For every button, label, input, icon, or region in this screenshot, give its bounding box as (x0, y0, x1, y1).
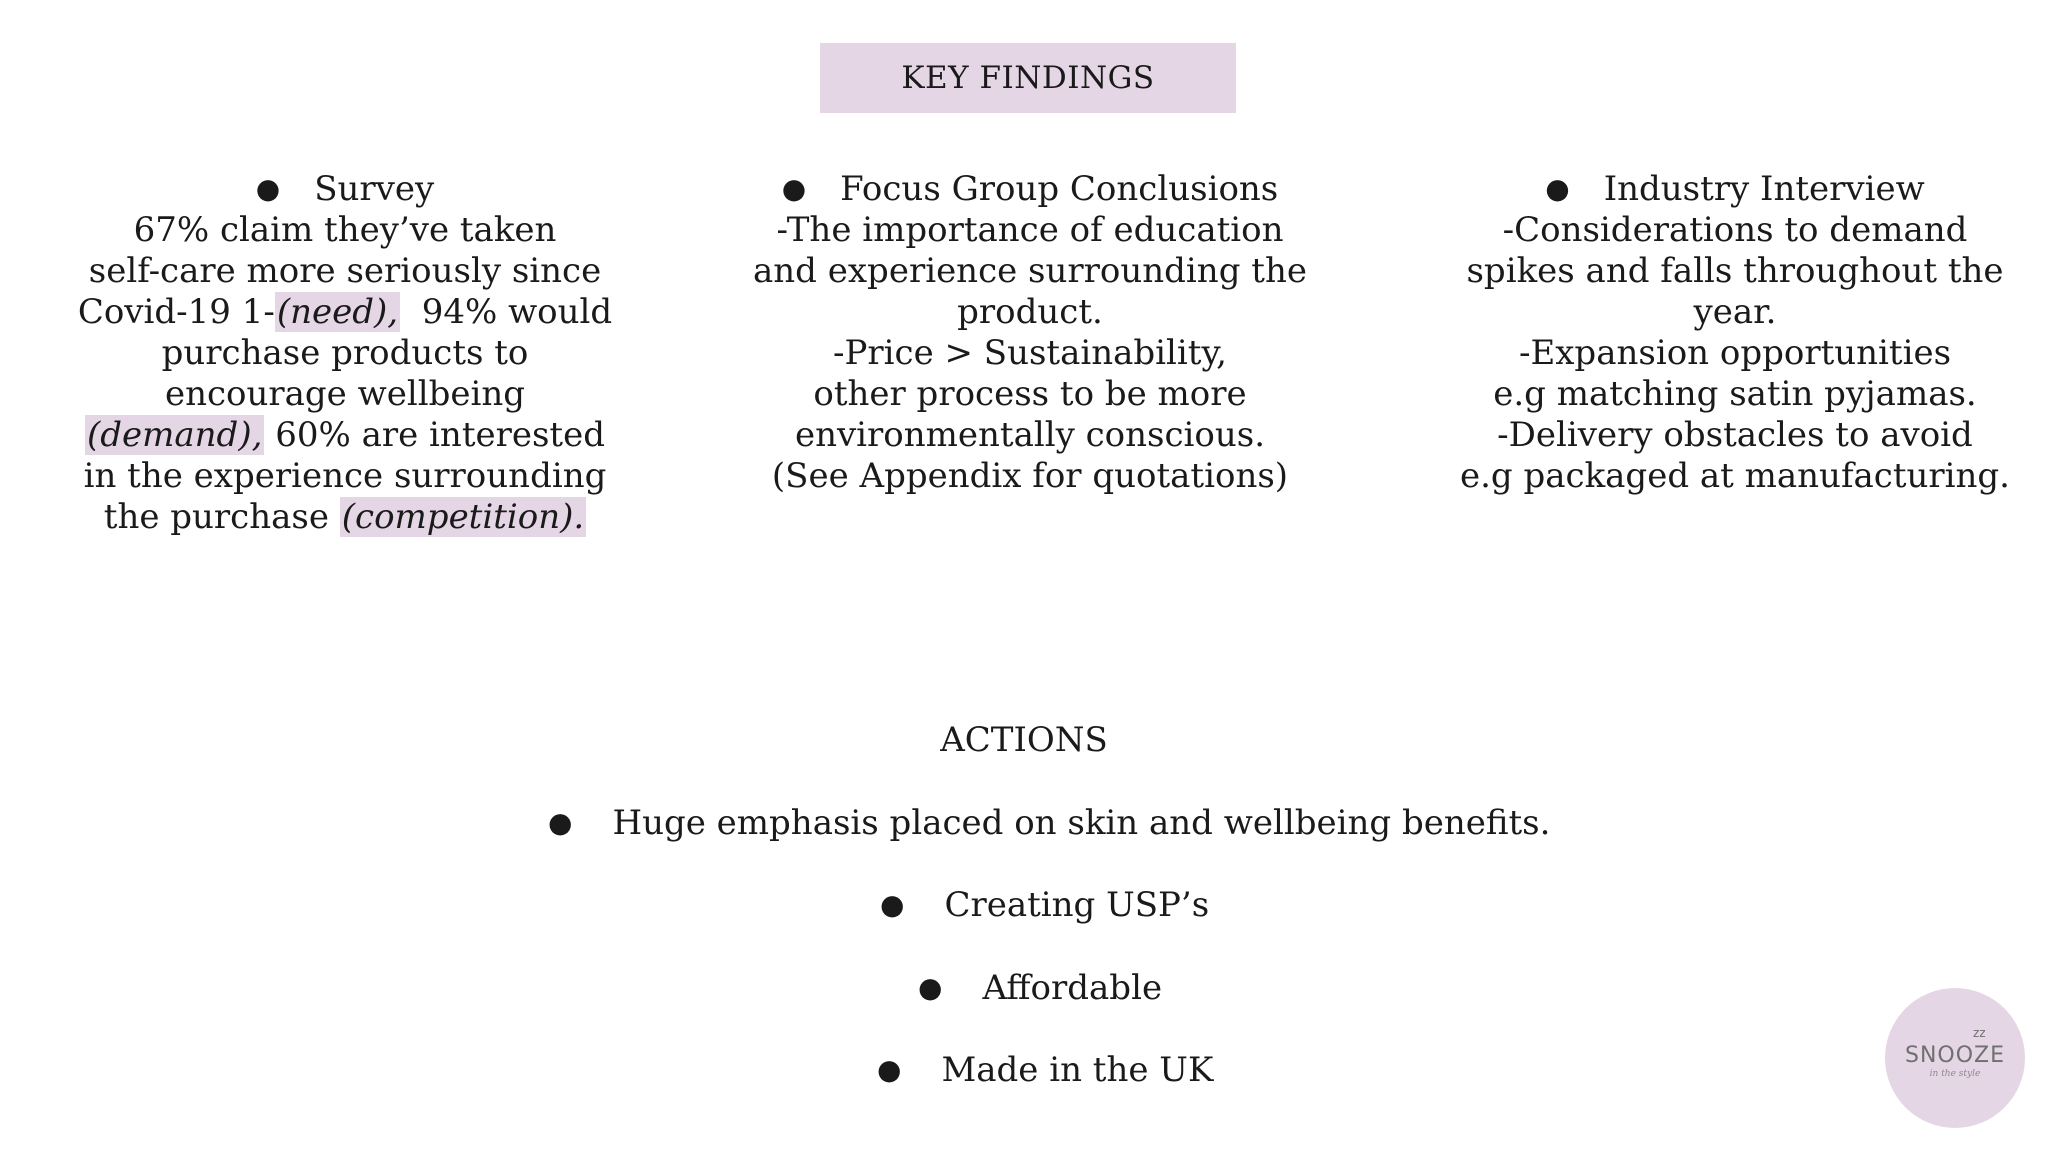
survey-text: 94% would (400, 292, 613, 332)
industry-line: -Considerations to demand (1502, 210, 1968, 250)
survey-text: Covid-19 1- (77, 292, 275, 332)
bullet-icon: ● (781, 172, 807, 205)
industry-line: year. (1693, 292, 1777, 332)
demand-highlight: (demand), (87, 415, 263, 455)
industry-line: e.g packaged at manufacturing. (1459, 456, 2010, 496)
action-item-text: Creating USP’s (944, 885, 1210, 925)
survey-line: in the experience surrounding (83, 456, 607, 496)
focus-group-heading (730, 168, 1330, 210)
focus-group-line: other process to be more (813, 374, 1247, 414)
focus-group-line: environmentally conscious. (794, 415, 1266, 455)
industry-line: -Expansion opportunities (1518, 333, 1952, 373)
action-item (548, 803, 1550, 843)
survey-text: 60% are interested (264, 415, 605, 455)
survey-line: 67% claim they’ve taken (133, 210, 557, 250)
action-item-text: Made in the UK (941, 1050, 1214, 1090)
focus-group-line: product. (957, 292, 1103, 332)
bullet-icon: ● (1545, 172, 1570, 205)
industry-interview-column (1450, 168, 2020, 497)
bullet-icon: ● (255, 172, 281, 205)
bullet-icon: ● (918, 971, 943, 1004)
focus-group-heading-text: Focus Group Conclusions (840, 169, 1279, 209)
survey-heading (70, 168, 620, 210)
action-item (877, 1050, 1213, 1090)
survey-line: self-care more seriously since (88, 251, 602, 291)
focus-group-line: -Price > Sustainability, (833, 333, 1227, 373)
survey-line: encourage wellbeing (164, 374, 526, 414)
industry-line: e.g matching satin pyjamas. (1493, 374, 1977, 414)
action-item-text: Huge emphasis placed on skin and wellbeing benefits. (612, 803, 1551, 843)
focus-group-line: -The importance of education (776, 210, 1284, 250)
bullet-icon: ● (880, 888, 905, 921)
need-highlight: (need), (276, 292, 399, 332)
survey-line: purchase products to (161, 333, 529, 373)
industry-line: spikes and falls throughout the (1466, 251, 2004, 291)
sleep-zz-icon: zz (1973, 1026, 1986, 1040)
logo-wordmark: SNOOZE (1904, 1043, 2006, 1068)
bullet-icon: ● (548, 806, 573, 839)
key-findings-title: KEY FINDINGS (820, 43, 1236, 113)
competition-highlight: (competition). (341, 497, 585, 537)
survey-line (70, 292, 620, 333)
focus-group-column (730, 168, 1330, 497)
industry-interview-heading-text: Industry Interview (1603, 169, 1925, 209)
action-item (918, 968, 1162, 1008)
action-item-text: Affordable (982, 968, 1163, 1008)
survey-column (70, 168, 620, 538)
action-item (880, 885, 1209, 925)
actions-title: ACTIONS (940, 720, 1108, 760)
focus-group-line: (See Appendix for quotations) (771, 456, 1289, 496)
survey-text: the purchase (103, 497, 340, 537)
industry-line: -Delivery obstacles to avoid (1497, 415, 1973, 455)
survey-line (70, 497, 620, 538)
focus-group-line: and experience surrounding the (753, 251, 1307, 291)
survey-heading-text: Survey (314, 169, 435, 209)
snooze-logo (1885, 988, 2025, 1128)
bullet-icon: ● (877, 1053, 902, 1086)
industry-interview-heading (1450, 168, 2020, 210)
logo-tagline: in the style (1929, 1069, 1981, 1079)
survey-line (70, 415, 620, 456)
